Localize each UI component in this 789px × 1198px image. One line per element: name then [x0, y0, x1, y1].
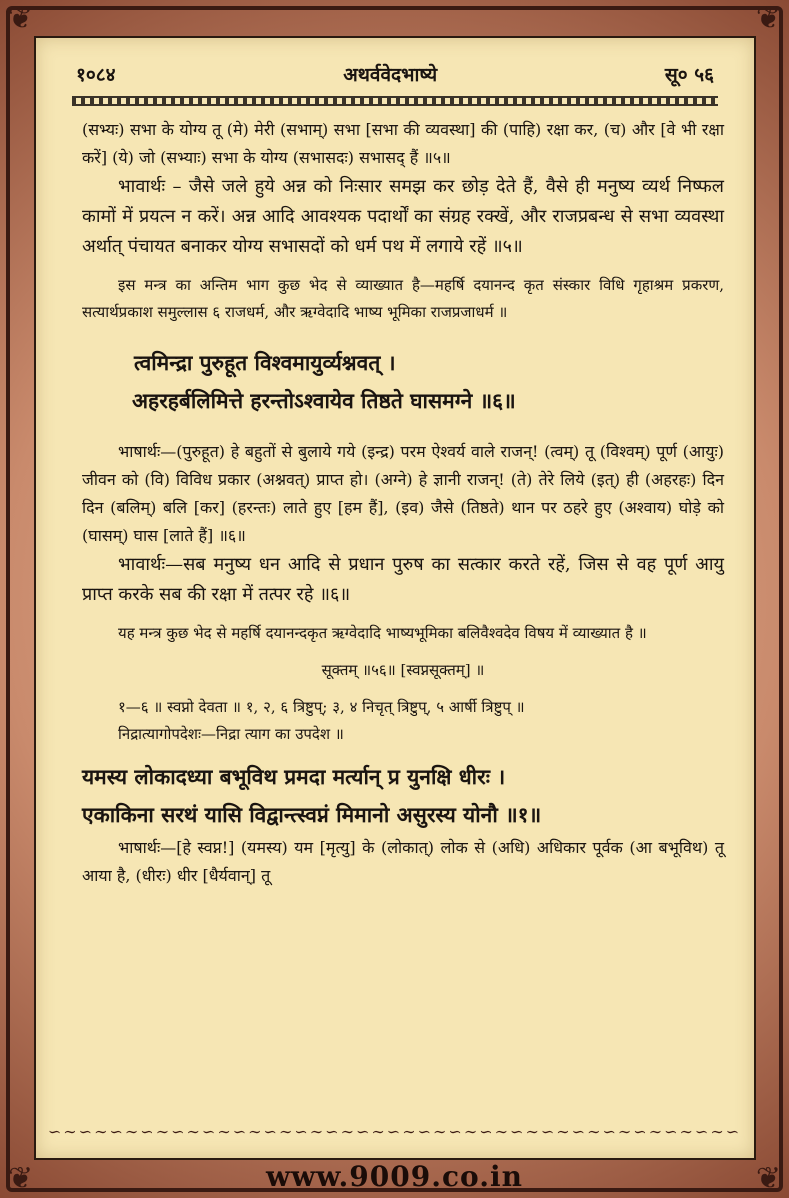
book-title: अथर्ववेदभाष्ये [343, 64, 438, 86]
header-divider [72, 96, 718, 106]
paragraph-translation-1: भाषार्थः—[हे स्वप्न!] (यमस्य) यम [मृत्यु] के (लोकात्) लोक से (अधि) अधिकार पूर्वक (आ बभूविथ) तू आया है, (धीरः) धीर [धैर्यवान्] तू [82, 838, 724, 885]
paragraph-translation-5: (सभ्यः) सभा के योग्य तू (मे) मेरी (सभाम्) सभा [सभा की व्यवस्था] की (पाहि) रक्षा कर, (च) और [वे भी रक्षा करें] (ये) जो (सभ्याः) सभा के योग्य (सभासदः) सभासद् हैं ॥५॥ [82, 120, 724, 167]
paragraph-bhavartha-5: भावार्थः – जैसे जले हुये अन्न को निःसार समझ कर छोड़ देते हैं, वैसे ही मनुष्य व्यर्थ निष्फल कामों में प्रयत्न न करें। अन्न आदि आवश्यक पदार्थों का संग्रह रक्खें, और राजप्रबन्ध से सभा व्यवस्था अर्थात् पंचायत बनाकर योग्य सभासदों को धर्म पथ में लगाये रहें ॥५॥ [82, 176, 724, 257]
paragraph-note-6: यह मन्त्र कुछ भेद से महर्षि दयानन्दकृत ऋग्वेदादि भाष्यभूमिका बलिवैश्वदेव विषय में व्याख्यात है ॥ [118, 624, 647, 642]
page-content [82, 116, 724, 890]
corner-swirl-icon: ❦ [8, 1, 34, 36]
mantra-6-line-1: त्वमिन्द्रा पुरुहूत विश्वमायुर्व्यश्नवत् । [134, 350, 396, 375]
footer-ornament: ∽∼∽∼∽∼∽∼∽∼∽∼∽∼∽∼∽∼∽∼∽∼∽∼∽∼∽∼∽∼∽∼∽∼∽∼∽∼∽∼∽∼∽∼∽ [47, 1122, 742, 1138]
mantra-1-line-1: यमस्य लोकादध्या बभूविथ प्रमदा मर्त्यान् प्र युनक्षि धीरः । [82, 764, 506, 789]
page-header [76, 58, 714, 90]
sukta-subject: निद्रात्यागोपदेशः—निद्रा त्याग का उपदेश ॥ [118, 725, 344, 743]
paragraph-note-5: इस मन्त्र का अन्तिम भाग कुछ भेद से व्याख्यात है—महर्षि दयानन्द कृत संस्कार विधि गृहाश्रम प्रकरण, सत्यार्थप्रकाश समुल्लास ६ राजधर्म, और ऋग्वेदादि भाष्य भूमिका राजप्रजाधर्म ॥ [82, 276, 724, 321]
corner-swirl-icon: ❦ [755, 1, 781, 36]
sukta-heading: सूक्तम् ॥५६॥ [स्वप्नसूक्तम्] ॥ [321, 661, 485, 679]
page-number: १०८४ [76, 64, 116, 86]
corner-swirl-icon: ❦ [755, 1161, 781, 1196]
paragraph-translation-6: भाषार्थः—(पुरुहूत) हे बहुतों से बुलाये गये (इन्द्र) परम ऐश्वर्य वाले राजन्! (त्वम्) तू (विश्वम्) पूर्ण (आयुः) जीवन को (वि) विविध प्रकार (अश्नवत्) प्राप्त हो। (अग्ने) हे ज्ञानी राजन्! (ते) तेरे लिये (इत्) ही (अहरहः) दिन दिन (बलिम्) बलि [कर] (हरन्तः) लाते हुए [हम हैं], (इव) जैसे (तिष्ठते) थान पर ठहरे हुए (अश्वाय) घोड़े को (घासम्) घास [लाते हैं] ॥६॥ [82, 442, 724, 545]
book-page [34, 36, 756, 1160]
website-footer: www.9009.co.in [266, 1160, 523, 1193]
mantra-1-line-2: एकाकिना सरथं यासि विद्वान्त्स्वप्नं मिमानो असुरस्य योनौ ॥१॥ [82, 802, 542, 827]
sukta-number: सू० ५६ [664, 64, 714, 86]
sukta-meta: १—६ ॥ स्वप्नो देवता ॥ १, २, ६ त्रिष्टुप्; ३, ४ निचृत् त्रिष्टुप्, ५ आर्षी त्रिष्टुप् ॥ [118, 698, 525, 716]
mantra-6-line-2: अहरहर्बलिमित्ते हरन्तोऽश्वायेव तिष्ठते घासमग्ने ॥६॥ [132, 388, 516, 413]
corner-swirl-icon: ❦ [8, 1161, 34, 1196]
paragraph-bhavartha-6: भावार्थः—सब मनुष्य धन आदि से प्रधान पुरुष का सत्कार करते रहें, जिस से वह पूर्ण आयु प्राप्त करके सब की रक्षा में तत्पर रहे ॥६॥ [82, 554, 724, 605]
